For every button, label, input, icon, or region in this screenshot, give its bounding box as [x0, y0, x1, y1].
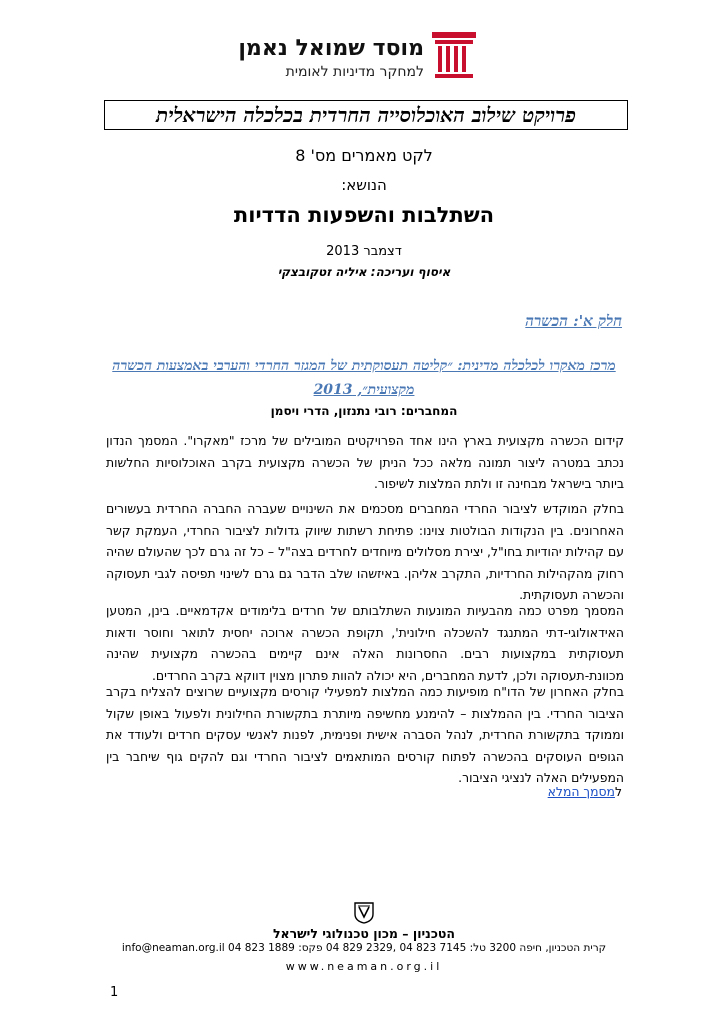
technion-emblem-icon	[354, 902, 374, 924]
part-heading: חלק א': הכשרה	[525, 312, 622, 330]
article-authors: המחברים: רובי נתנזון, הדרי ויסמן	[270, 404, 458, 418]
org-logo	[238, 30, 476, 86]
org-subtitle: למחקר מדיניות לאומית	[285, 64, 424, 80]
org-name: מוסד שמואל נאמן	[238, 36, 424, 61]
editor-credit: איסוף ועריכה: איליה זטקובצקי	[277, 265, 451, 279]
footer-institution: הטכניון – מכון טכנולוגי לישראל	[272, 926, 455, 941]
full-document-link[interactable]: מסמך המלא	[547, 784, 615, 799]
footer-website: www.neaman.org.il	[285, 960, 443, 973]
publication-date: דצמבר 2013	[326, 244, 402, 259]
body-paragraph: בחלק האחרון של הדו"ח מופיעות כמה המלצות למפעילי קורסים מקצועיים שרוצים להצליח בקרב הציבור החרדי. בין ההמלצות – להימנע מחשיפה מיותרת בתקשורת החילונית ולפעול באופן שקול וממוקד בתקשורת החרדית, לנהל הסברה אישית ופנימית, לפנות לאנשי עסקים חרדים ולעודד את הגופים העוסקים בהכשרה לפתוח קורסים המותאמים לציבור החרדי וגם להקים גוף שיחבר בין המפעילים האלה לנציגי הציבור.	[106, 684, 624, 785]
project-banner: פרויקט שילוב האוכלוסייה החרדית בכלכלה הישראלית	[104, 100, 628, 130]
body-paragraph: המסמך מפרט כמה מהבעיות המונעות השתלבותם של חרדים בלימודים אקדמאיים. בינן, המטען האידאולוגי-דתי המתנגד להשכלה חילונית', תקופת הכשרה ארוכה יחסית לתואר וחוסר ודאות תעסוקתית במקצועות רבים. החסרונות האלה אינם קיימים בהכשרה מקצועית שהינה מכוונת-תעסוקה ולכן, לדעת המחברים, היא יכולה להוות פתרון מצוין דווקא בקרב החרדים.	[106, 603, 624, 683]
body-paragraph: קידום הכשרה מקצועית בארץ הינו אחד הפרויקטים המובילים של מרכז "מאקרו". המסמך הנדון נכתב במטרה ליצור תמונה מלאה ככל הניתן של הכשרה מקצועית בקרב האוכלוסיות החלשות ביותר בישראל מבחינה זו ולתת המלצות לשיפור.	[106, 433, 624, 491]
article-title: מרכז מאקרו לכלכלה מדינית: ״קליטה תעסוקתית של המגזר החרדי והערבי באמצעות הכשרה מקצועית״, 2013	[112, 358, 616, 398]
topic-label: הנושא:	[341, 176, 387, 194]
columns-logo-icon	[432, 32, 476, 78]
digest-number: לקט מאמרים מס' 8	[295, 146, 433, 165]
page-number: 1	[110, 985, 119, 1000]
full-document-link-line	[548, 784, 622, 799]
body-paragraph: בחלק המוקדש לציבור החרדי המחברים מסכמים את השינויים שעברה החברה החרדית בעשורים האחרונים. בין הנקודות הבולטות צוינו: פתיחת רשתות שיווק גדולות לציבור החרדי, העמקת קשר עם קהילות יהודיות בחו"ל, יצירת מסלולים מיוחדים לחרדים בצה"ל – כל זה גרם לכך שהעולם שהיה רחוק מהקהילות החרדיות, התקרב אליהן. באיזשהו שלב הדבר גם גרם לשינוי תפיסה לגבי תעסוקה והכשרה תעסוקתית.	[106, 501, 624, 602]
topic-title: השתלבות והשפעות הדדיות	[233, 203, 495, 227]
link-prefix: ל	[614, 784, 622, 799]
footer-address: קרית הטכניון, חיפה 3200 טל: 7145 823 04 ,2329 829 04 פקס: 1889 823 04 info@neaman.org.il	[121, 942, 607, 954]
